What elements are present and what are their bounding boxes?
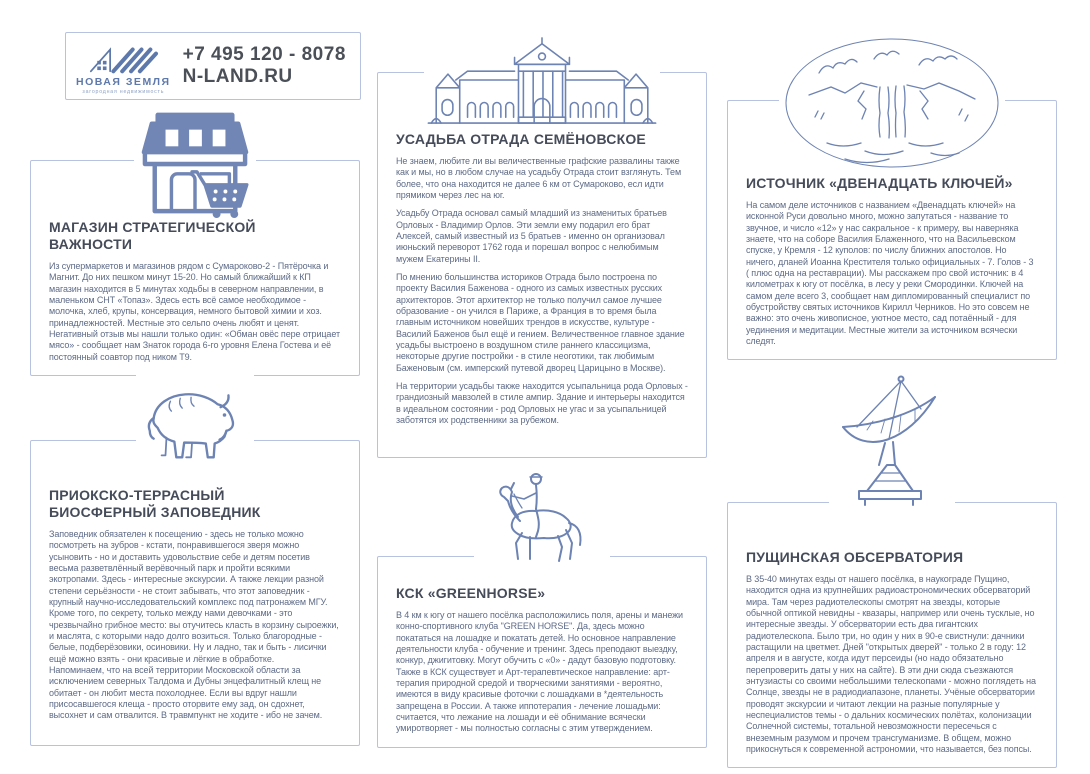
section-estate [377, 72, 707, 458]
phone-link[interactable]: +7 495 120 - 8078 [182, 44, 346, 66]
section-paragraph: Напоминаем, что на всей территории Московской области за исключением северных Талдома и Дубны энцефалитный клещ не обитает - он любит места похолоднее. Если вы вдруг нашли присосавшегося клеща - просто оторвите ему зад, он сдохнет, высохнет и сам отвалится. В травмпункт не ходите - ибо не зачем. [49, 665, 323, 721]
section-store [30, 160, 360, 376]
section-paragraph: Усадьбу Отрада основал самый младший из знаменитых братьев Орловых - Владимир Орлов. Эти земли ему подарил его брат Алексей, самый известный из 5 братьев - именно он организовал июньский переворот 1762 года и порешал вопрос с нелюбимым мужем Екатерины II. [396, 208, 667, 264]
section-paragraph: Заповедник обязателен к посещению - здесь не только можно посмотреть на зубров - кстати, понравившегося зверя можно усыновить - но и доставить удовольствие себе и детям посетив весьма разветвлённый верёвочный парк и пройти всякими экотропами. Здесь - интересные экскурсии. А также лекции разной степени серьёзности - не стоит забывать, что этот заповедник - крупный научно-исследовательский комплекс под патронажем МГУ. [49, 529, 328, 608]
section-paragraph: В 35-40 минутах езды от нашего посёлка, в наукограде Пущино, находится одна из крупнейших радиоастрономических обсерваторий мира. Там через радиотелескопы смотрят на звезды, которые обычной оптикой невидны - квазары, например или очень тусклые, но интересные звезды. У обсерватории есть два гигантских радиотелескопа. Было три, но один у них в 90-е свистнули: дачники растащили на цветмет. Дней "открытых дверей" - только 2 в году: 12 апреля и в августе, когда идут персеиды (но надо обязательно перепроверить даты у них на сайте). В эти дни сюда съезжаются энтузиасты со своими небольшими телескопами - можно поглядеть на Солнце, звезды не в радиодиапазоне, планеты. Учёные обсерватории проводят экскурсии и читают лекции на разные популярные у неспециалистов темы - о дальних космических полётах, колонизации Солнечной системы, тотальной невозможности пересечься с внеземным разумом и прочем трансгуманизме. В общем, можно прикоснуться к современной астрономии, что называется, без попсы. [746, 574, 1036, 754]
section-paragraph: По мнению большинства историков Отрада было построена по проекту Василия Баженова - одного из самых известных русских архитекторов. Этот архитектор не только получил самое лучшее образование - он учился в Париже, а Франция в то время была главным источником новейших трендов в искусстве, культуре - Василий Баженов был ещё и гением. Величественное главное здание усадьбы выстроено в воздушном стиле раннего классицизма, некоторые другие постройки - в стиле неоготики, так любимым Баженовым (см. имперский путевой дворец Царицыно в Москве). [396, 272, 685, 373]
bison-icon [136, 371, 254, 463]
section-title: УСАДЬБА ОТРАДА СЕМЁНОВСКОЕ [396, 131, 646, 147]
section-observatory [727, 502, 1057, 768]
section-paragraph: Не знаем, любите ли вы величественные графские развалины также как и мы, но в любом случае на усадьбу Отрада стоит взглянуть. Тем более, что она находится не далее 6 км от Сумароково, есл идти прямиком через лес на юг. [396, 156, 682, 201]
section-title: КСК «GREENHORSE» [396, 585, 546, 601]
section-paragraph: Из супермаркетов и магазинов рядом с Сумароково-2 - Пятёрочка и Магнит. До них пешком минут 15-20. Но самый ближайший к КП магазин находится в 5 минутах ходьбы в северном направлении, в маленьком СНТ «Топаз». Здесь есть всё самое необходимое - молочка, хлеб, крупы, консервация, немного бытовой химии и хоз. принадлежностей. Местные это сельпо очень любят и ценят. Негативный отзыв мы нашли только один: «Обман овёс пере отрицает мясо» - сообщает нам Знаток города 6-го уровня Елена Гостева и её постоянный соавтор под ником Т9. [49, 261, 340, 362]
section-paragraph: Кроме того, по секрету, только между нами девочками - это чрезвычайно грибное место: вы отучитесь класть в корзину сыроежки, и маслята, с которыми надо долго возиться. Только благородные - белые, подберёзовики, осиновики. Ну и ладно, так и быть - лисички ещё можно взять - они красивые и лёгкие в обработке. [49, 608, 339, 664]
logo [76, 37, 171, 95]
section-title: МАГАЗИН СТРАТЕГИЧЕСКОЙ ВАЖНОСТИ [49, 219, 256, 253]
horse-rider-icon [474, 467, 610, 567]
section-reserve [30, 440, 360, 746]
section-paragraph: В 4 км к югу от нашего посёлка расположились поля, арены и манежи конно-спортивного клуба "GREEN HORSE". Да, здесь можно покататься на лошадке и покатать детей. Но основное направление деятельности клуба - обучение и тренинг. Здесь преподают выездку, конкур, джигитовку. Могут обучить с «0» - дадут базовую подготовку. Также в КСК существует и Арт-терапевтическое направление: арт-терапия природной средой и творческими занятиями - вероятно, имеются в виду красивые фоточки с лошадками в *деятельность запрещена в России. А также иппотерапия - лечение лошадьми: считается, что лежание на лошади и её обнимание всячески умиротворяет - мы полностью согласны с этим утверждением. [396, 610, 683, 734]
section-paragraph: На самом деле источников с названием «Двенадцать ключей» на исконной Руси довольно много, можно запутаться - название то звучное, и число «12» у нас сакральное - к примеру, вы наверняка знаете, что на соборе Василия Блаженного, что на Васильевском спуске, у Кремля - 12 куполов: по числу ближних апостолов. Но ничего, дланей Иоанна Крестителя только официальных - 7. Голов - 3 ( плюс одна на реставрации). Мы расскажем про свой источник: в 4 километрах к югу от посёлка, в лесу у реки Смородинки. Ключей на самом деле всего 3, сообщает нам дипломированный специалист по обустройству святых источников Кирилл Черников. Но это совсем не важно: это очень живописное, уютное место, сад потаённый - для уединения и медитации. Местные жители за источником всячески следят. [746, 200, 1034, 347]
section-title: ИСТОЧНИК «ДВЕНАДЦАТЬ КЛЮЧЕЙ» [746, 175, 1013, 191]
waterfall-icon [779, 31, 1005, 175]
contact-block [183, 44, 346, 88]
mansion-icon [424, 31, 660, 127]
section-title: ПРИОКСКО-ТЕРРАСНЫЙ БИОСФЕРНЫЙ ЗАПОВЕДНИК [49, 487, 261, 521]
storefront-icon [134, 109, 256, 219]
logo-box [65, 32, 361, 100]
site-link[interactable]: N-LAND.RU [182, 66, 293, 87]
section-paragraph: На территории усадьбы также находится усыпальница рода Орловых - грандиозный мавзолей в стиле ампир. Здание и интерьеры находится в идеальном состоянии - род Орловых не угас и за усыпальницей заботятся их родственники за рубежом. [396, 380, 688, 425]
section-horse-club [377, 556, 707, 748]
roof-stripes-icon [86, 37, 160, 75]
radio-telescope-icon [829, 369, 955, 507]
logo-title: НОВАЯ ЗЕМЛЯ [76, 76, 171, 89]
section-spring [727, 100, 1057, 360]
section-title: ПУЩИНСКАЯ ОБСЕРВАТОРИЯ [746, 549, 964, 565]
logo-subtitle: загородная недвижимость [82, 88, 165, 95]
